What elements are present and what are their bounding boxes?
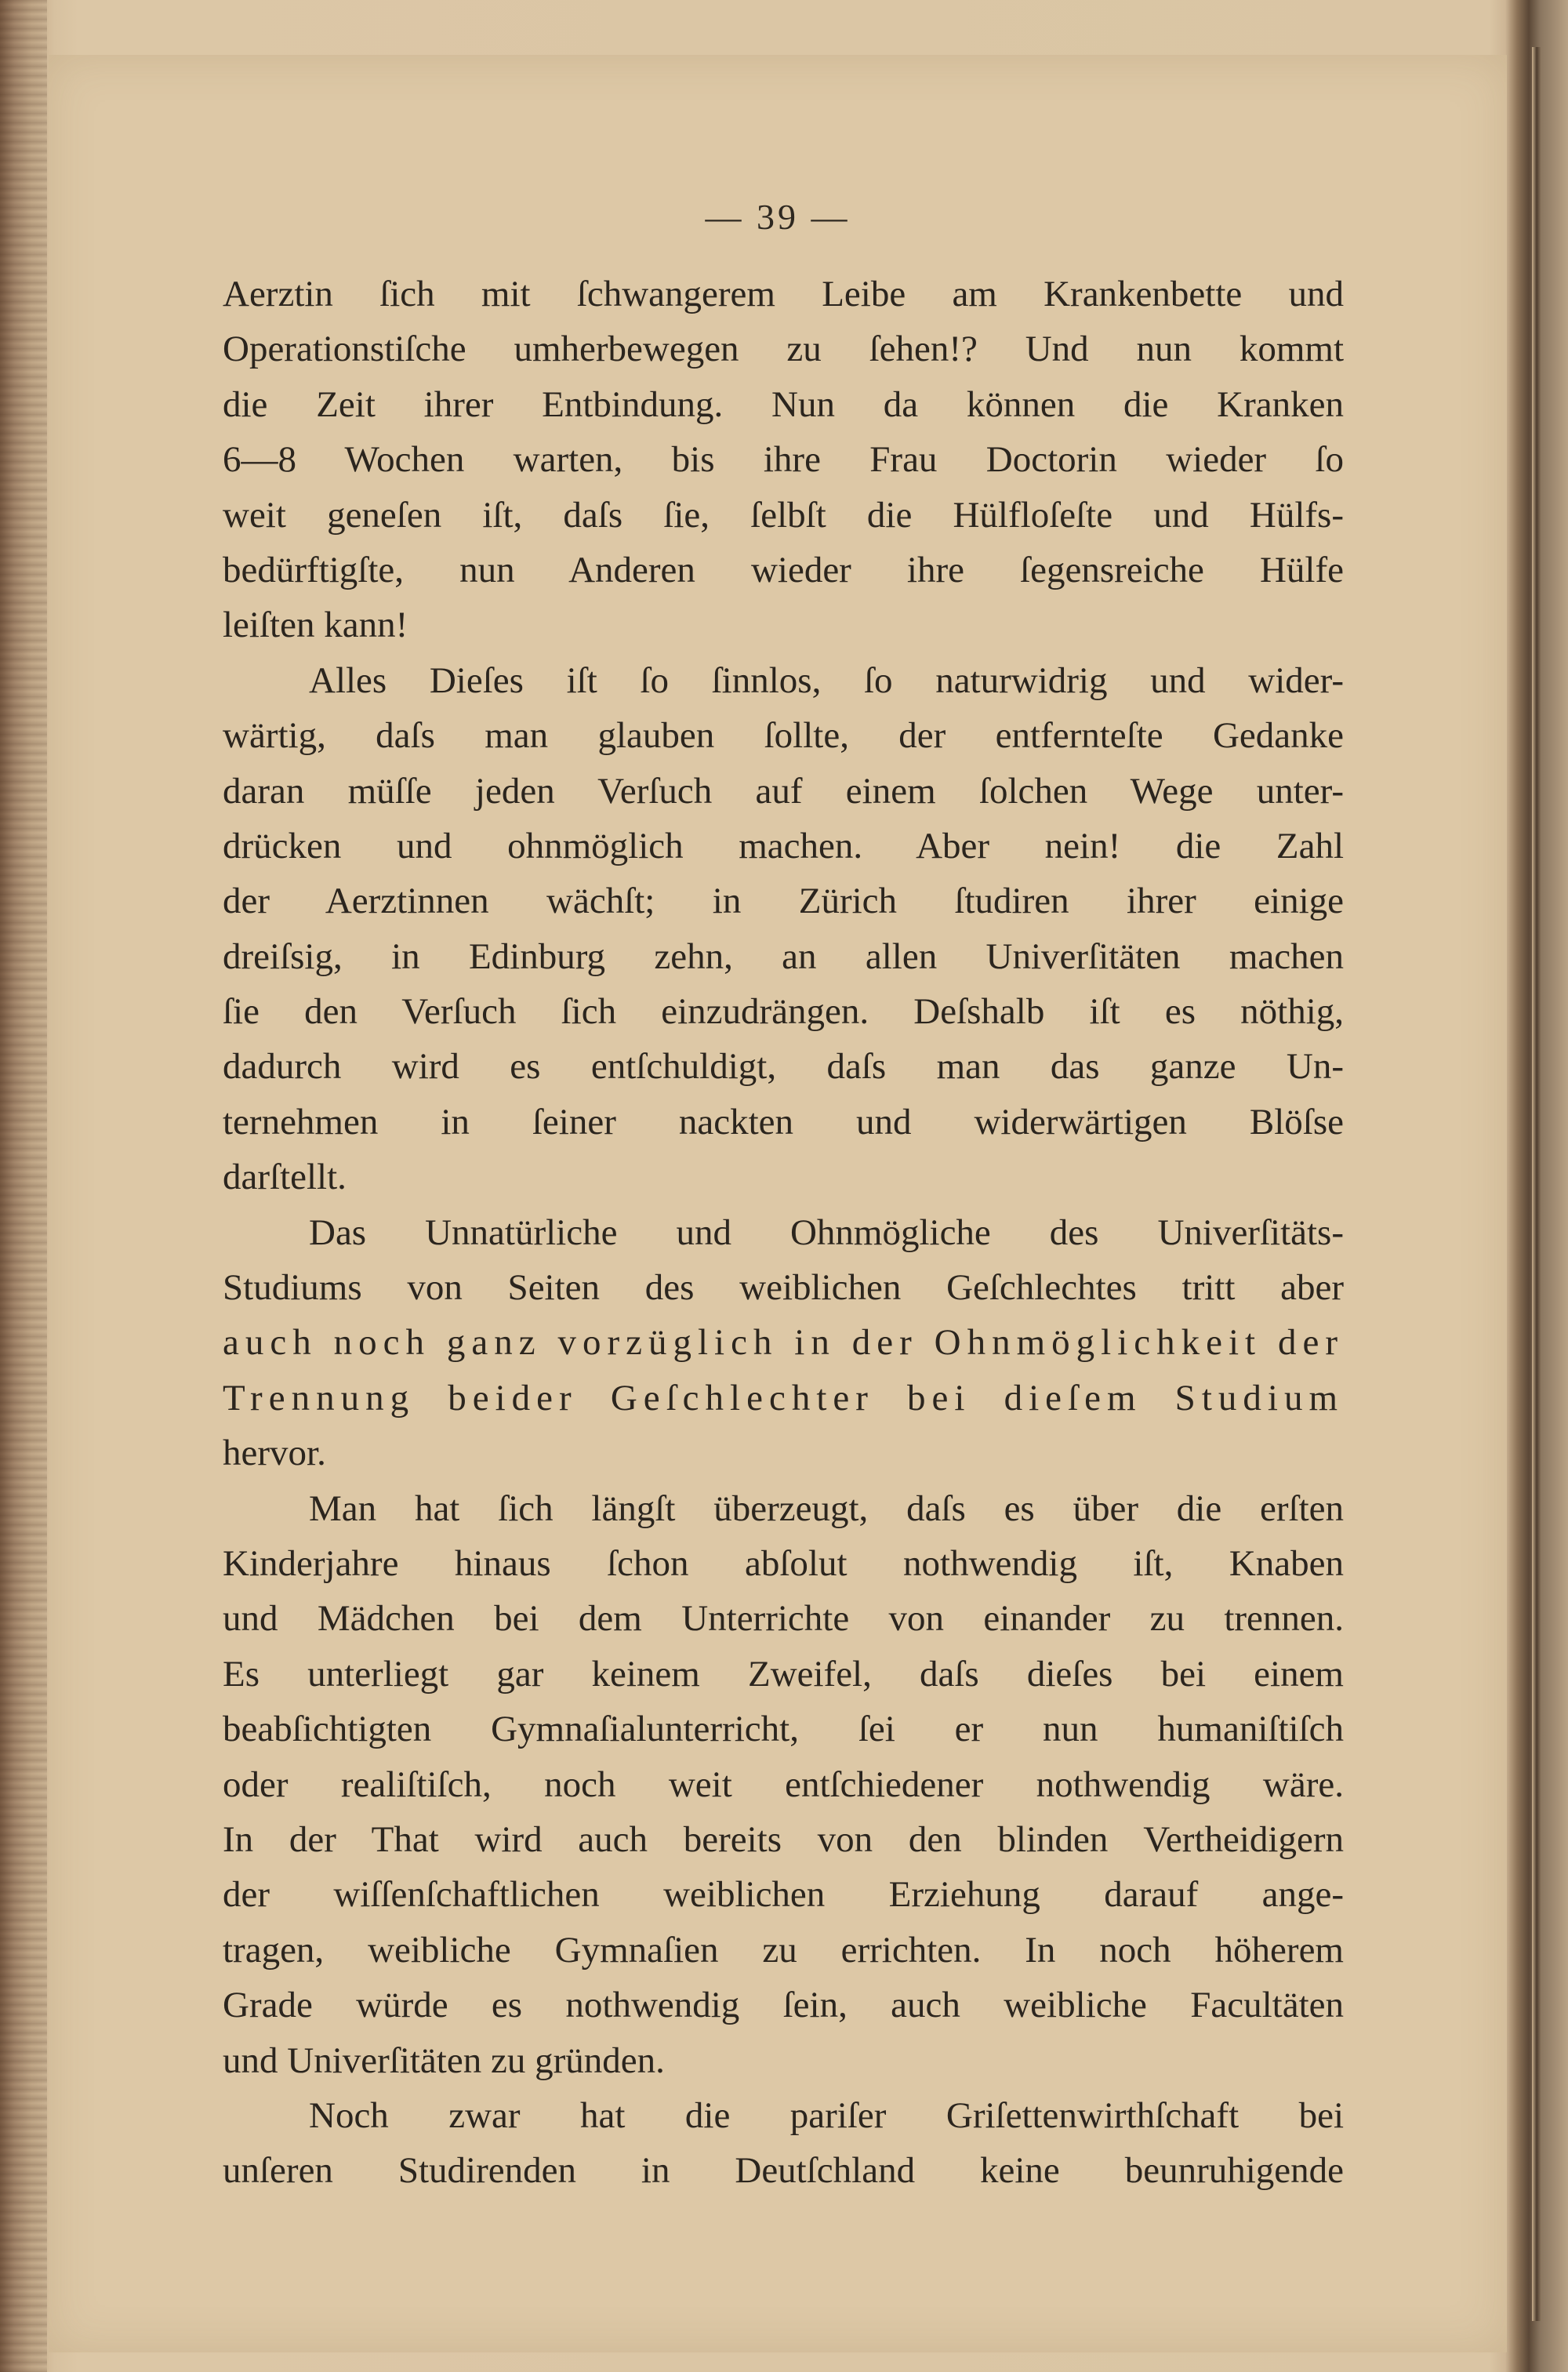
text-line: ternehmen in ſeiner nackten und widerwärtigen Blöſse: [223, 1101, 1344, 1142]
text-line: der Aerztinnen wächſt; in Zürich ſtudiren ihrer einige: [223, 881, 1344, 922]
text-line: Alles Dieſes iſt ſo ſinnlos, ſo naturwidrig und wider-: [309, 659, 1344, 701]
text-line: dadurch wird es entſchuldigt, daſs man das ganze Un-: [223, 1046, 1344, 1088]
body-text: [223, 267, 1344, 2199]
text-line: Man hat ſich längſt überzeugt, daſs es über die erſten: [309, 1487, 1344, 1529]
text-line: die Zeit ihrer Entbindung. Nun da können die Kranken: [223, 383, 1344, 425]
text-line: Kinderjahre hinaus ſchon abſolut nothwendig iſt, Knaben: [223, 1542, 1344, 1584]
text-line: darſtellt.: [223, 1157, 347, 1198]
text-line: Noch zwar hat die pariſer Griſettenwirthſchaft bei: [309, 2094, 1344, 2136]
text-line: bedürftigſte, nun Anderen wieder ihre ſegensreiche Hülfe: [223, 549, 1344, 590]
page-edge-shadow: [1532, 47, 1541, 2321]
text-line: auch noch ganz vorzüglich in der Ohnmöglichkeit der: [223, 1322, 1344, 1364]
text-line: tragen, weibliche Gymnaſien zu errichten. In noch höherem: [223, 1929, 1344, 1971]
text-line: unſeren Studirenden in Deutſchland keine beunruhigende: [223, 2150, 1344, 2192]
text-line: In der That wird auch bereits von den blinden Vertheidigern: [223, 1818, 1344, 1860]
text-line: und Mädchen bei dem Unterrichte von einander zu trennen.: [223, 1598, 1344, 1640]
text-line: Operationstiſche umherbewegen zu ſehen!? Und nun kommt: [223, 329, 1344, 370]
text-line: Studiums von Seiten des weiblichen Geſchlechtes tritt aber: [223, 1267, 1344, 1309]
page-paper: [49, 55, 1507, 2352]
text-line: leiſten kann!: [223, 605, 408, 646]
text-line: oder realiſtiſch, noch weit entſchiedener nothwendig wäre.: [223, 1764, 1344, 1805]
text-line: drücken und ohnmöglich machen. Aber nein! die Zahl: [223, 825, 1344, 866]
text-line: Aerztin ſich mit ſchwangerem Leibe am Krankenbette und: [223, 274, 1344, 314]
text-line: der wiſſenſchaftlichen weiblichen Erziehung darauf ange-: [223, 1874, 1344, 1916]
text-line: wärtig, daſs man glauben ſollte, der entfernteſte Gedanke: [223, 715, 1344, 757]
text-line: daran müſſe jeden Verſuch auf einem ſolchen Wege unter-: [223, 770, 1344, 812]
text-line: hervor.: [223, 1433, 326, 1474]
text-line: dreiſsig, in Edinburg zehn, an allen Univerſitäten machen: [223, 935, 1344, 977]
text-line: Trennung beider Geſchlechter bei dieſem Studium: [223, 1377, 1344, 1418]
text-line: und Univerſitäten zu gründen.: [223, 2040, 665, 2081]
text-line: Es unterliegt gar keinem Zweifel, daſs dieſes bei einem: [223, 1653, 1344, 1695]
text-line: Das Unnatürliche und Ohnmögliche des Univerſitäts-: [309, 1211, 1344, 1253]
text-line: beabſichtigten Gymnaſialunterricht, ſei er nun humaniſtiſch: [223, 1709, 1344, 1750]
book-spine: [0, 0, 47, 2372]
text-line: 6—8 Wochen warten, bis ihre Frau Doctorin wieder ſo: [223, 439, 1344, 481]
text-line: ſie den Verſuch ſich einzudrängen. Deſshalb iſt es nöthig,: [223, 991, 1344, 1033]
text-line: Grade würde es nothwendig ſein, auch weibliche Facultäten: [223, 1985, 1344, 2026]
page-number: — 39 —: [705, 197, 851, 237]
text-line: weit geneſen iſt, daſs ſie, ſelbſt die Hülfloſeſte und Hülfs-: [223, 494, 1344, 536]
